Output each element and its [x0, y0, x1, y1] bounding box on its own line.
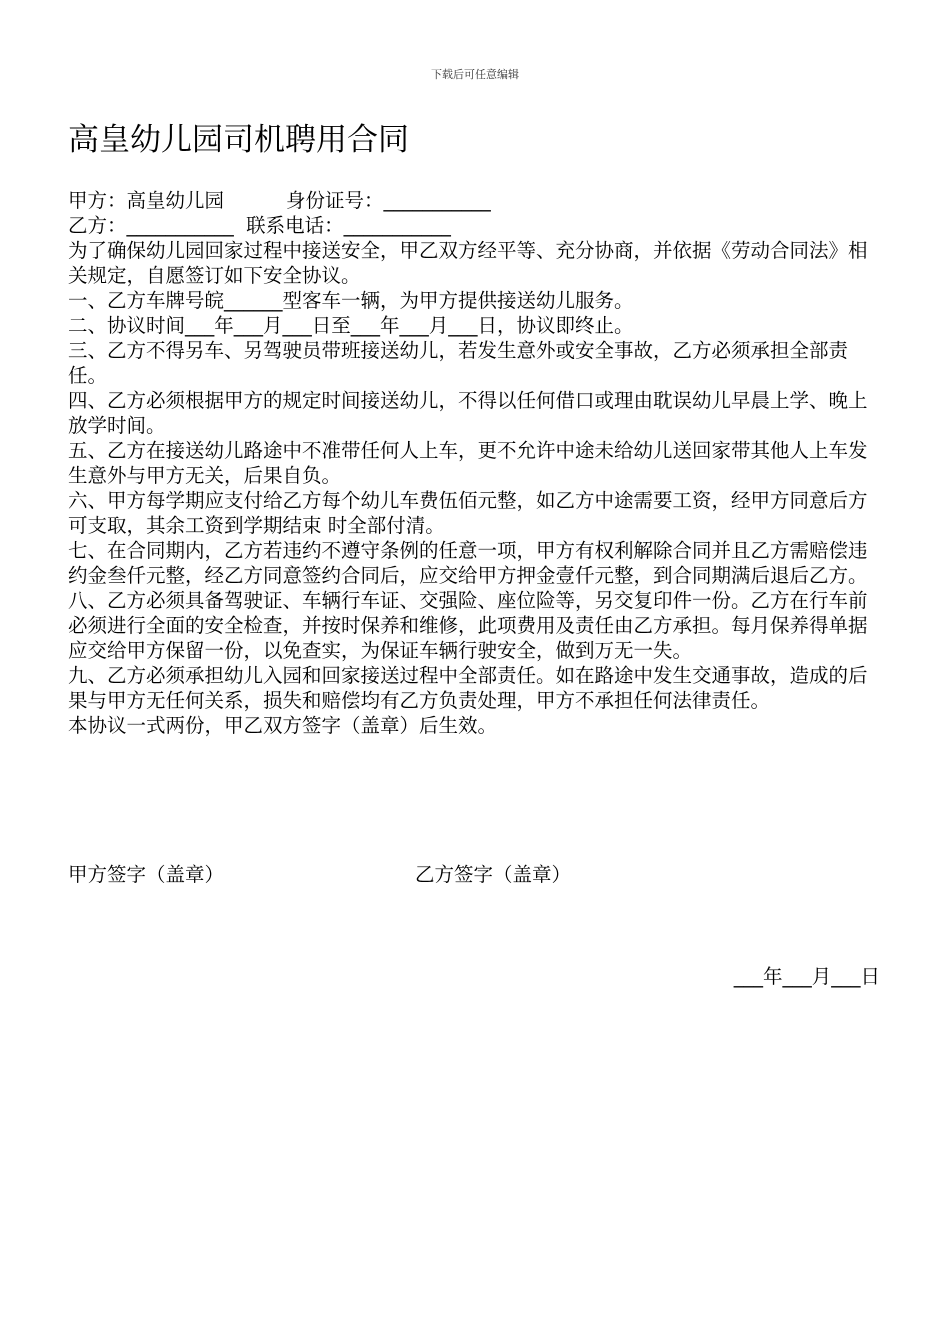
- contract-body: [68, 188, 886, 738]
- clause-effect: 本协议一式两份，甲乙双方签字（盖章）后生效。: [68, 714, 498, 737]
- party-b-line: 乙方：___________ 联系电话：___________: [68, 214, 451, 237]
- clause-intro: 为了确保幼儿园回家过程中接送安全，甲乙双方经平等、充分协商，并依据《劳动合同法》相关规定，自愿签订如下安全协议。: [68, 239, 868, 287]
- signature-party-a: 甲方签字（盖章）: [68, 863, 225, 886]
- clause-1: 一、乙方车牌号皖______型客车一辆，为甲方提供接送幼儿服务。: [68, 289, 634, 312]
- clause-9: 九、乙方必须承担幼儿入园和回家接送过程中全部责任。如在路途中发生交通事故，造成的后果与甲方无任何关系，损失和赔偿均有乙方负责处理，甲方不承担任何法律责任。: [68, 664, 868, 712]
- date-line: ___年___月___日: [733, 965, 880, 988]
- document-title: 高皇幼儿园司机聘用合同: [68, 122, 409, 158]
- clause-5: 五、乙方在接送幼儿路途中不准带任何人上车，更不允许中途未给幼儿送回家带其他人上车发生意外与甲方无关，后果自负。: [68, 439, 868, 487]
- header-note: 下载后可任意编辑: [431, 68, 519, 81]
- clause-8: 八、乙方必须具备驾驶证、车辆行车证、交强险、座位险等，另交复印件一份。乙方在行车前必须进行全面的安全检查，并按时保养和维修，此项费用及责任由乙方承担。每月保养得单据应交给甲方保留一份，以免查实，为保证车辆行驶安全，做到万无一失。: [68, 589, 868, 662]
- clause-3: 三、乙方不得另车、另驾驶员带班接送幼儿，若发生意外或安全事故，乙方必须承担全部责任。: [68, 339, 849, 387]
- clause-7: 七、在合同期内，乙方若违约不遵守条例的任意一项，甲方有权利解除合同并且乙方需赔偿违约金叁仟元整，经乙方同意签约合同后，应交给甲方押金壹仟元整，到合同期满后退后乙方。: [68, 539, 868, 587]
- party-a-line: 甲方：高皇幼儿园 身份证号：___________: [68, 189, 491, 212]
- clause-2: 二、协议时间___年___月___日至___年___月___日，协议即终止。: [68, 314, 634, 337]
- signature-party-b: 乙方签字（盖章）: [415, 863, 572, 886]
- clause-6: 六、甲方每学期应支付给乙方每个幼儿车费伍佰元整，如乙方中途需要工资，经甲方同意后方可支取，其余工资到学期结束 时全部付清。: [68, 489, 868, 537]
- clause-4: 四、乙方必须根据甲方的规定时间接送幼儿，不得以任何借口或理由耽误幼儿早晨上学、晚上放学时间。: [68, 389, 868, 437]
